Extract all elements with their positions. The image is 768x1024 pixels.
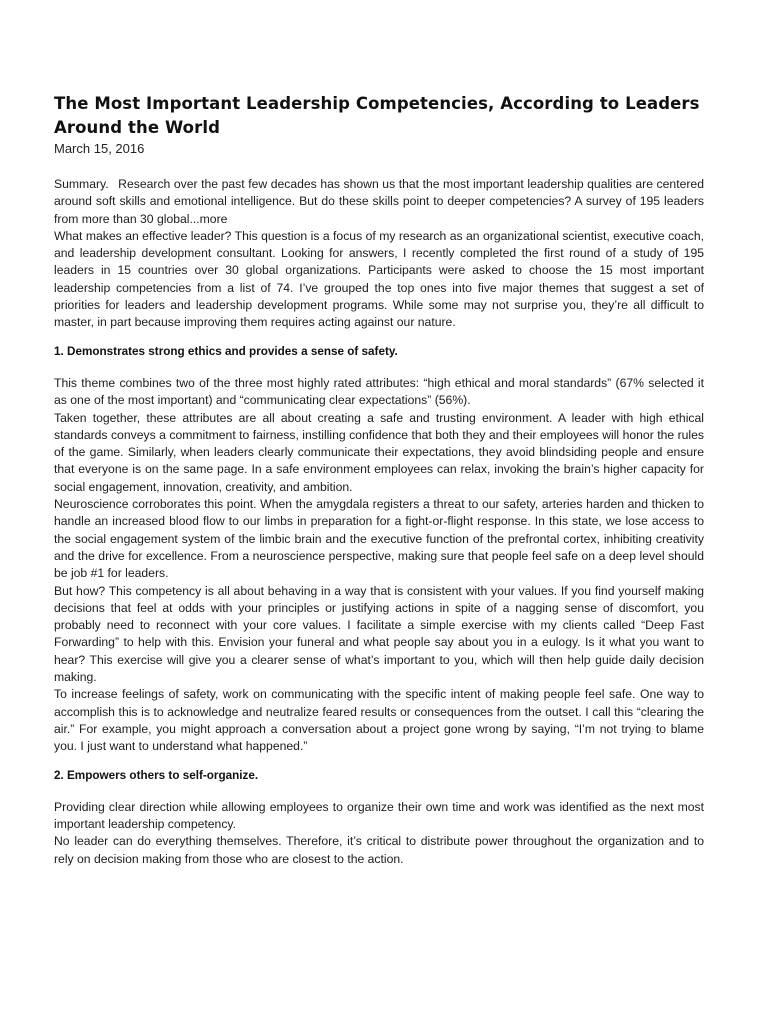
section-heading: 2. Empowers others to self-organize. — [54, 767, 259, 782]
section-paragraph: To increase feelings of safety, work on communicating with the specific intent of making people feel safe. One way to accomplish this is to acknowledge and neutralize feared results or consequences from the outset. I call this “clearing the air.” For example, you might approach a conversation about a project gone wrong by saying, “I’m not trying to blame you. I just want to understand what happened.” — [54, 687, 704, 754]
intro-paragraph: What makes an effective leader? This question is a focus of my research as an organizational scientist, executive coach, and leadership development consultant. Looking for answers, I recently completed the first round of a study of 195 leaders in 15 countries over 30 global organizations. Participants were asked to choose the 15 most important leadership competencies from a list of 74. I’ve grouped the top ones into five major themes that suggest a set of priorities for leaders and leadership development programs. While some may not surprise you, they’re all difficult to master, in part because improving them requires acting against our nature. — [54, 228, 704, 330]
section-paragraph: This theme combines two of the three most highly rated attributes: “high ethical and moral standards” (67% selected it as one of the most important) and “communicating clear expectations” (56%). — [54, 375, 704, 408]
section-heading: 1. Demonstrates strong ethics and provides a sense of safety. — [54, 343, 398, 358]
section-paragraph: Taken together, these attributes are all about creating a safe and trusting environment. A leader with high ethical standards conveys a commitment to fairness, instilling confidence that both they and their employees will honor the rules of the game. Similarly, when leaders clearly communicate their expectations, they avoid blindsiding people and ensure that everyone is on the same page. In a safe environment employees can relax, invoking the brain’s higher capacity for social engagement, innovation, creativity, and ambition. — [54, 410, 704, 494]
section-paragraph: But how? This competency is all about behaving in a way that is consistent with your values. If you find yourself making decisions that feel at odds with your principles or justifying actions in spite of a nagging sense of discomfort, you probably need to reconnect with your core values. I facilitate a simple exercise with my clients called “Deep Fast Forwarding” to help with this. Envision your funeral and what people say about you in a eulogy. Is it what you want to hear? This exercise will give you a clearer sense of what’s important to you, which will then help guide daily decision making. — [54, 583, 704, 685]
section-paragraph: No leader can do everything themselves. Therefore, it’s critical to distribute power throughout the organization and to rely on decision making from those who are closest to the action. — [54, 834, 704, 866]
section-paragraph: Providing clear direction while allowing employees to organize their own time and work was identified as the next most important leadership competency. — [54, 799, 704, 832]
article-date: March 15, 2016 — [54, 141, 145, 156]
summary-text: Research over the past few decades has shown us that the most important leadership qualities are centered around soft skills and emotional intelligence. But do these skills point to deeper competencies? A survey of 195 leaders from more than 30 global...more — [54, 177, 704, 226]
section-paragraph: Neuroscience corroborates this point. When the amygdala registers a threat to our safety, arteries harden and thicken to handle an increased blood flow to our limbs in preparation for a fight-or-flight response. In this state, we lose access to the social engagement system of the limbic brain and the executive function of the prefrontal cortex, inhibiting creativity and the drive for excellence. From a neuroscience perspective, making sure that people feel safe on a deep level should be job #1 for leaders. — [54, 497, 704, 581]
article — [54, 92, 704, 868]
article-title: The Most Important Leadership Competencies, According to Leaders Around the World — [54, 94, 700, 137]
summary-label: Summary. — [54, 177, 109, 191]
summary-paragraph — [54, 176, 704, 228]
